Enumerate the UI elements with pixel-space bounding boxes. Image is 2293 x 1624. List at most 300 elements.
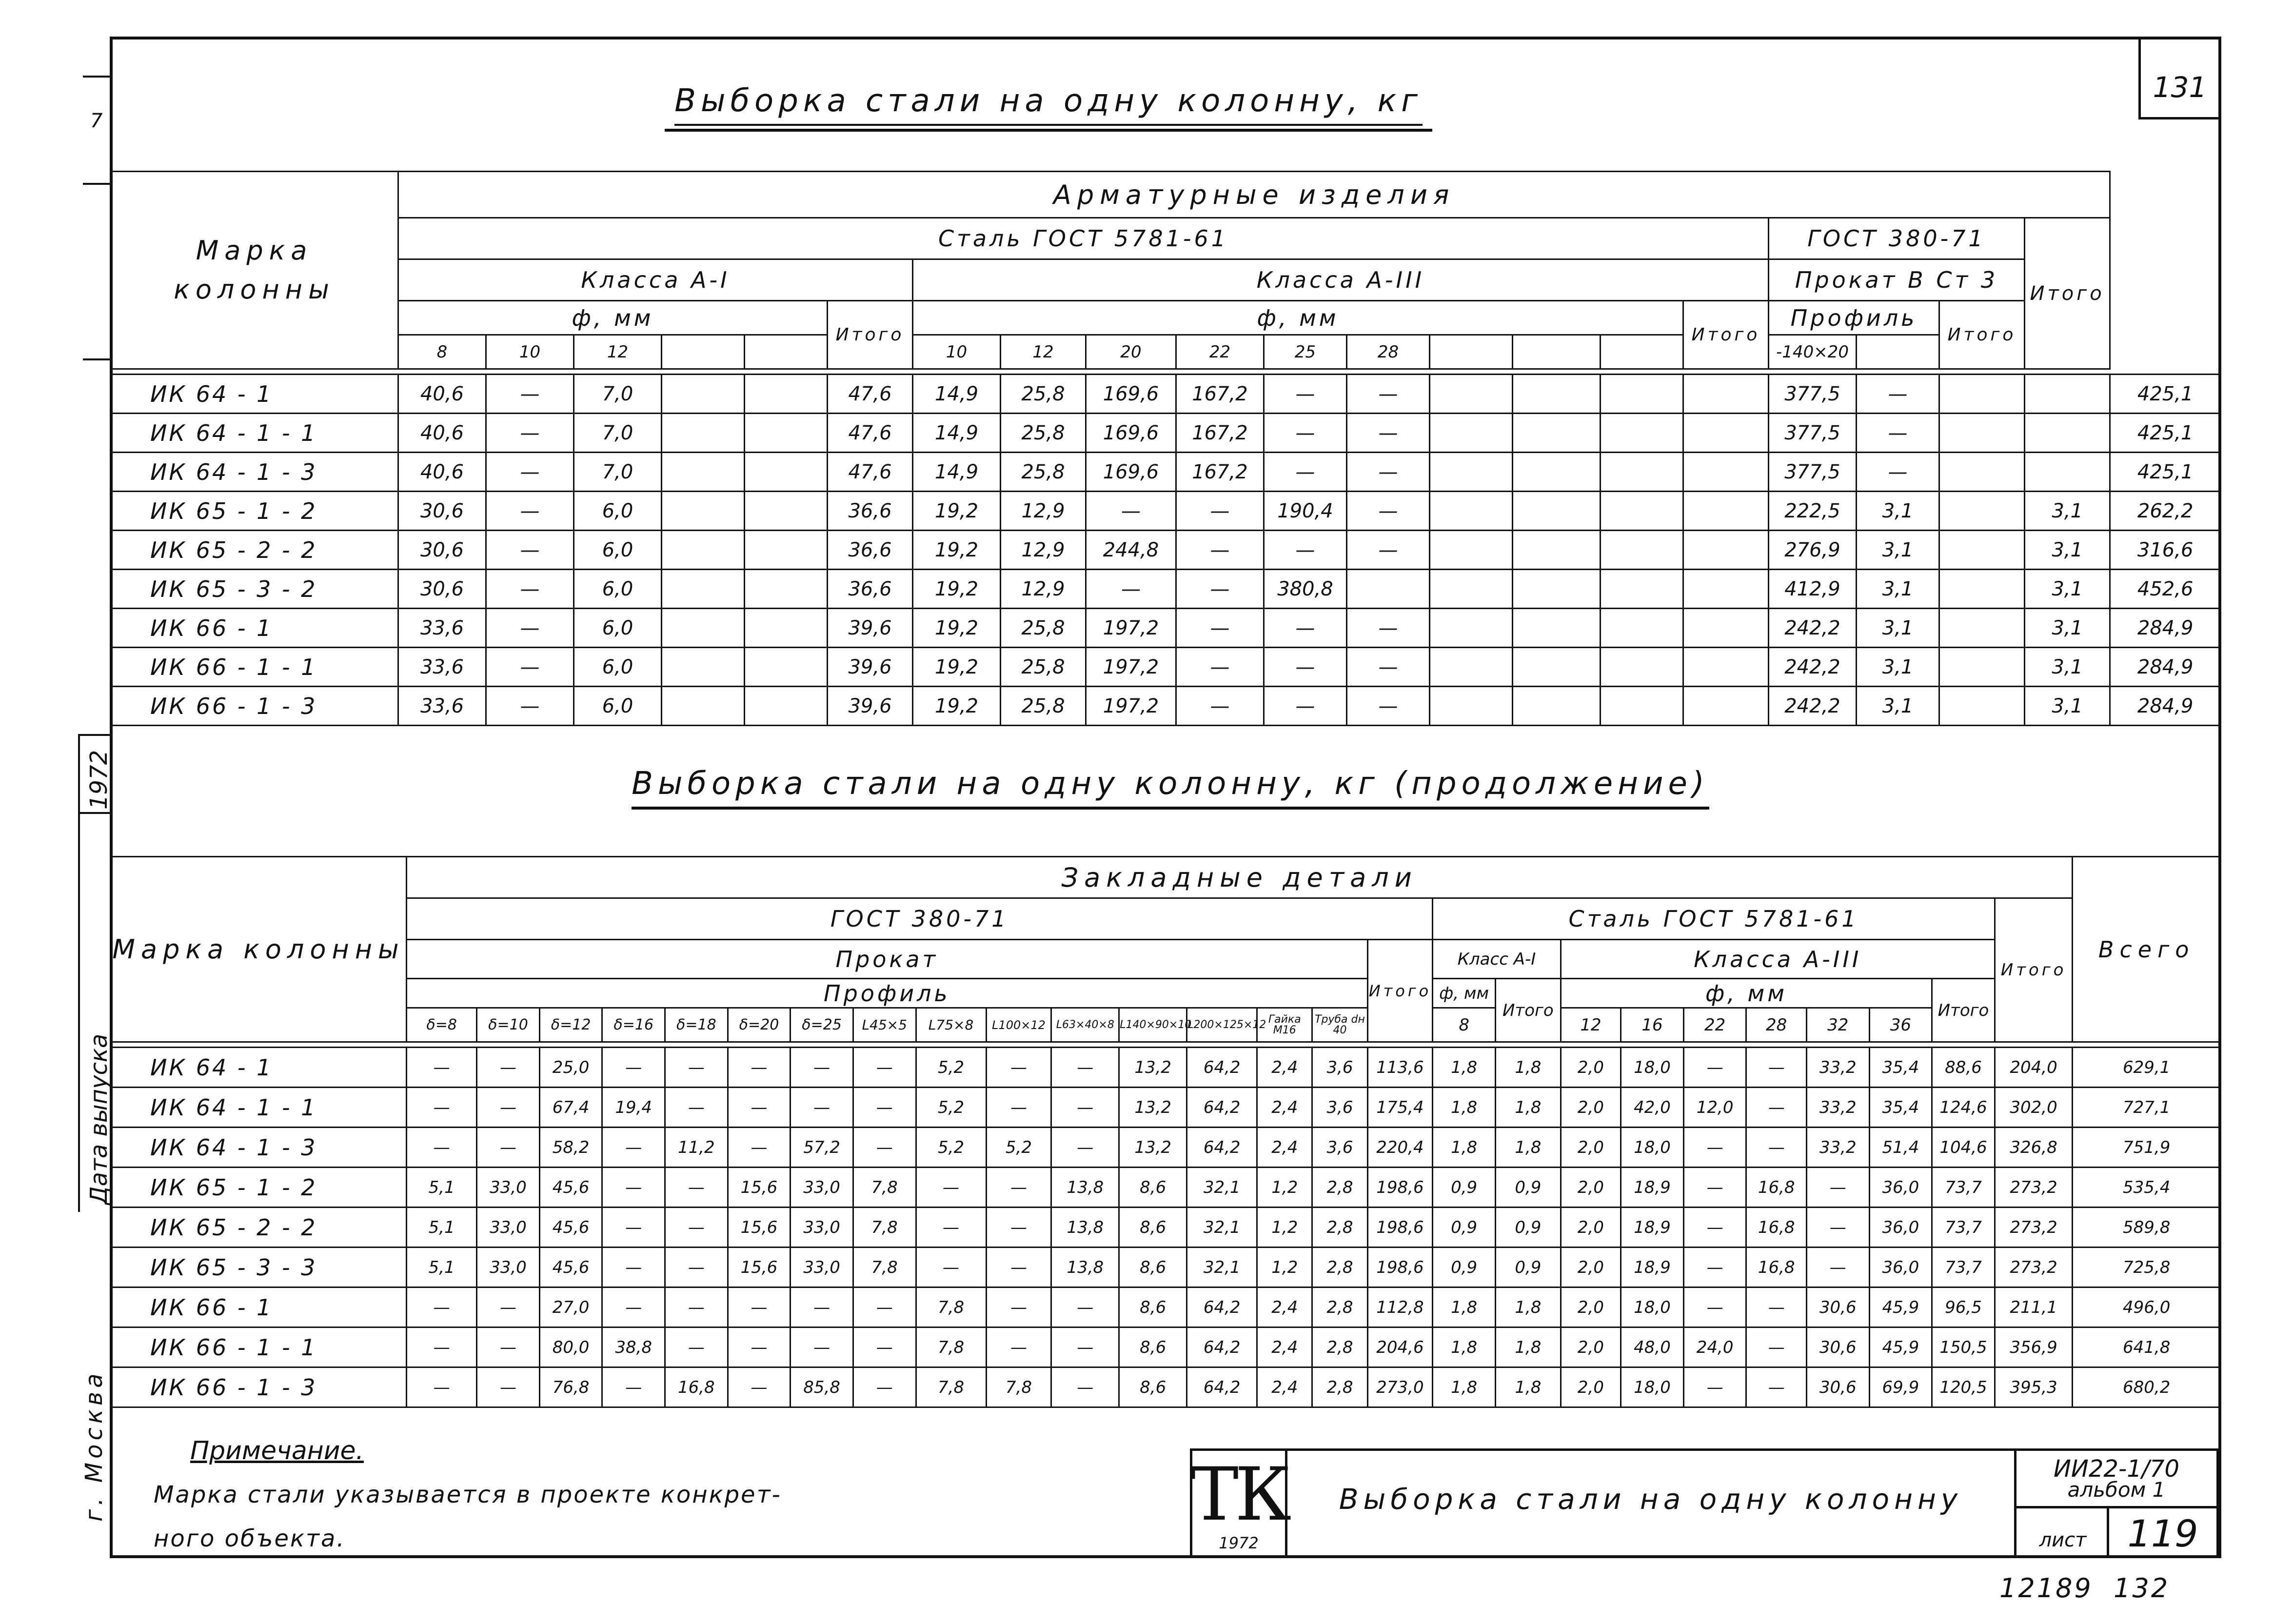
- table-cell: 1,2: [1257, 1248, 1312, 1287]
- table-cell: —: [791, 1088, 853, 1128]
- table-cell: 725,8: [2073, 1248, 2221, 1287]
- t2-profile: Гайка М16: [1257, 1008, 1312, 1042]
- left-mark-top: 7: [90, 110, 103, 132]
- table-cell: —: [986, 1048, 1051, 1088]
- empty-cell: [1513, 687, 1601, 726]
- table-cell: 96,5: [1932, 1287, 1995, 1327]
- table-cell: 73,7: [1932, 1168, 1995, 1208]
- table-cell: 16,8: [1746, 1168, 1806, 1208]
- table-cell: 2,4: [1257, 1088, 1312, 1128]
- t2-diam: 36: [1869, 1008, 1932, 1042]
- table-cell: —: [1347, 375, 1430, 414]
- table-cell: 73,7: [1932, 1248, 1995, 1287]
- table-cell: [2025, 453, 2110, 492]
- t2-header-embedded: Закладные детали: [407, 857, 2073, 898]
- table-cell: —: [1051, 1128, 1119, 1168]
- table-cell: 25,8: [1001, 609, 1086, 648]
- table-cell: —: [1264, 609, 1347, 648]
- table-cell: 1,8: [1495, 1287, 1561, 1327]
- table-cell: —: [791, 1327, 853, 1367]
- table-cell: 120,5: [1932, 1367, 1995, 1407]
- t1-diam: 10: [486, 335, 574, 369]
- table-cell: —: [1264, 453, 1347, 492]
- table-cell: —: [986, 1287, 1051, 1327]
- table-cell: —: [1347, 453, 1430, 492]
- t2-profile: L140×90×10: [1119, 1008, 1187, 1042]
- table-cell: —: [986, 1327, 1051, 1367]
- empty-cell: [1513, 492, 1601, 531]
- empty-cell: [662, 492, 745, 531]
- table-cell: 19,2: [913, 531, 1001, 570]
- table-cell: 7,8: [986, 1367, 1051, 1407]
- table-cell: 242,2: [1769, 609, 1857, 648]
- table-cell: 3,1: [2025, 531, 2110, 570]
- table-cell: 6,0: [574, 687, 662, 726]
- table-cell: 58,2: [539, 1128, 602, 1168]
- table-cell: —: [1347, 531, 1430, 570]
- table-cell: 356,9: [1995, 1327, 2073, 1367]
- table-cell: —: [1806, 1208, 1869, 1248]
- table-cell: 47,6: [828, 375, 913, 414]
- table-cell: 25,8: [1001, 453, 1086, 492]
- table-cell: 0,9: [1433, 1248, 1496, 1287]
- table-cell: 2,0: [1561, 1287, 1621, 1327]
- table-cell: —: [1347, 648, 1430, 687]
- table-cell: 47,6: [828, 414, 913, 453]
- column-mark: ИК 66 - 1 - 3: [111, 1367, 407, 1407]
- table-cell: 64,2: [1187, 1287, 1257, 1327]
- table-cell: —: [486, 531, 574, 570]
- table-cell: 36,6: [828, 492, 913, 531]
- table-cell: —: [728, 1048, 791, 1088]
- table-cell: —: [407, 1367, 477, 1407]
- table-cell: 169,6: [1086, 414, 1176, 453]
- table-cell: 13,2: [1119, 1088, 1187, 1128]
- bottom-numbers: 12189 132: [1999, 1573, 2170, 1604]
- empty-cell: [1513, 414, 1601, 453]
- table-cell: 13,2: [1119, 1128, 1187, 1168]
- table-cell: 19,2: [913, 492, 1001, 531]
- empty-cell: [1683, 531, 1769, 570]
- table-cell: 284,9: [2110, 648, 2221, 687]
- table-cell: —: [407, 1327, 477, 1367]
- empty-cell: [1939, 375, 2025, 414]
- table-cell: 276,9: [1769, 531, 1857, 570]
- table-cell: 33,0: [477, 1208, 540, 1248]
- t1-header-rolled: Прокат В Ст 3: [1769, 259, 2025, 301]
- table-cell: 2,0: [1561, 1367, 1621, 1407]
- column-mark: ИК 64 - 1 - 1: [111, 414, 398, 453]
- table-cell: 39,6: [828, 609, 913, 648]
- table-row: [111, 1367, 2221, 1407]
- table-cell: 3,1: [1857, 648, 1939, 687]
- table-row: [111, 453, 2221, 492]
- year-vertical: 1972: [85, 750, 113, 810]
- table-cell: —: [1683, 1248, 1746, 1287]
- column-mark: ИК 65 - 3 - 3: [111, 1248, 407, 1287]
- t1-header-mark: Марка колонны: [111, 172, 398, 369]
- table-cell: —: [1176, 687, 1264, 726]
- table-cell: 2,0: [1561, 1128, 1621, 1168]
- table-cell: 377,5: [1769, 414, 1857, 453]
- t2-profile: L63×40×8: [1051, 1008, 1119, 1042]
- table-cell: 57,2: [791, 1128, 853, 1168]
- table-cell: 6,0: [574, 648, 662, 687]
- table-cell: 284,9: [2110, 609, 2221, 648]
- table-cell: 18,9: [1621, 1168, 1684, 1208]
- table-cell: 19,2: [913, 609, 1001, 648]
- empty-cell: [1430, 453, 1513, 492]
- t1-header-total-a3: Итого: [1683, 301, 1769, 369]
- table-cell: —: [1347, 492, 1430, 531]
- table-cell: —: [916, 1208, 986, 1248]
- table-cell: —: [1347, 687, 1430, 726]
- table-cell: 7,8: [916, 1327, 986, 1367]
- table-cell: —: [1746, 1327, 1806, 1367]
- table-cell: —: [665, 1168, 728, 1208]
- table-cell: 727,1: [2073, 1088, 2221, 1128]
- table-cell: 1,8: [1433, 1367, 1496, 1407]
- empty-cell: [662, 648, 745, 687]
- table-cell: —: [1746, 1287, 1806, 1327]
- empty-cell: [1939, 531, 2025, 570]
- table-cell: —: [1347, 609, 1430, 648]
- table-cell: 8,6: [1119, 1248, 1187, 1287]
- t2-diam: 32: [1806, 1008, 1869, 1042]
- table-cell: 30,6: [1806, 1367, 1869, 1407]
- table-cell: 30,6: [398, 570, 486, 609]
- empty-cell: [1601, 531, 1683, 570]
- table-cell: 18,0: [1621, 1367, 1684, 1407]
- table-cell: 1,8: [1495, 1088, 1561, 1128]
- table-cell: —: [602, 1168, 665, 1208]
- table-cell: —: [986, 1088, 1051, 1128]
- table-cell: 222,5: [1769, 492, 1857, 531]
- empty-cell: [745, 375, 828, 414]
- t1-diam: 25: [1264, 335, 1347, 369]
- empty-cell: [1513, 531, 1601, 570]
- release-date-label: Дата выпуска: [85, 1033, 113, 1205]
- table-cell: —: [477, 1367, 540, 1407]
- t2-header-gost: ГОСТ 380-71: [407, 898, 1433, 940]
- t1-diam: 8: [398, 335, 486, 369]
- table-cell: —: [1264, 414, 1347, 453]
- t1-header-phi-a3: ф, мм: [913, 301, 1683, 335]
- table-cell: 19,2: [913, 687, 1001, 726]
- table-cell: 48,0: [1621, 1327, 1684, 1367]
- table-cell: 2,0: [1561, 1088, 1621, 1128]
- table-cell: 496,0: [2073, 1287, 2221, 1327]
- table-cell: 377,5: [1769, 453, 1857, 492]
- table-cell: 412,9: [1769, 570, 1857, 609]
- table-cell: 1,8: [1433, 1088, 1496, 1128]
- t1-diam: 22: [1176, 335, 1264, 369]
- table-cell: 64,2: [1187, 1128, 1257, 1168]
- left-vline: [78, 734, 80, 1212]
- table-cell: 67,4: [539, 1088, 602, 1128]
- table-cell: —: [602, 1287, 665, 1327]
- t2-header-mark: Марка колонны: [111, 857, 407, 1042]
- table-cell: 88,6: [1932, 1048, 1995, 1088]
- empty-cell: [1601, 687, 1683, 726]
- table-cell: 1,8: [1433, 1287, 1496, 1327]
- table-cell: —: [853, 1088, 916, 1128]
- table-cell: 39,6: [828, 687, 913, 726]
- table-cell: 3,1: [2025, 648, 2110, 687]
- table-row: [111, 1128, 2221, 1168]
- table-cell: 3,1: [1857, 531, 1939, 570]
- t1-diam: 12: [1001, 335, 1086, 369]
- table-cell: 5,2: [916, 1088, 986, 1128]
- table-cell: —: [1264, 375, 1347, 414]
- t2-header-class-a3: Класса А-III: [1561, 940, 1995, 979]
- t2-profile: δ=12: [539, 1008, 602, 1042]
- table-cell: 190,4: [1264, 492, 1347, 531]
- table-cell: 80,0: [539, 1327, 602, 1367]
- table-cell: 1,8: [1495, 1327, 1561, 1367]
- table-cell: 64,2: [1187, 1327, 1257, 1367]
- table-cell: 150,5: [1932, 1327, 1995, 1367]
- empty-cell: [662, 609, 745, 648]
- table-cell: —: [665, 1208, 728, 1248]
- table-cell: 15,6: [728, 1208, 791, 1248]
- table-cell: 73,7: [1932, 1208, 1995, 1248]
- table-cell: 47,6: [828, 453, 913, 492]
- table-cell: 425,1: [2110, 414, 2221, 453]
- table-row: [111, 1048, 2221, 1088]
- empty-cell: [745, 609, 828, 648]
- table-cell: 16,8: [1746, 1208, 1806, 1248]
- table-cell: 42,0: [1621, 1088, 1684, 1128]
- table-cell: 641,8: [2073, 1327, 2221, 1367]
- table-cell: 1,2: [1257, 1168, 1312, 1208]
- table-cell: —: [1806, 1168, 1869, 1208]
- table-cell: 244,8: [1086, 531, 1176, 570]
- table-cell: 169,6: [1086, 453, 1176, 492]
- table-cell: 13,8: [1051, 1248, 1119, 1287]
- table-cell: 0,9: [1495, 1208, 1561, 1248]
- table-cell: 2,4: [1257, 1048, 1312, 1088]
- empty-cell: [1430, 687, 1513, 726]
- column-mark: ИК 66 - 1 - 1: [111, 1327, 407, 1367]
- t2-profile: δ=25: [791, 1008, 853, 1042]
- t2-header-phi-a3: ф, мм: [1561, 979, 1932, 1008]
- corner-number: 131: [2153, 71, 2207, 104]
- table-cell: 6,0: [574, 609, 662, 648]
- table-cell: —: [986, 1208, 1051, 1248]
- table-row: [111, 1327, 2221, 1367]
- table-cell: 7,8: [853, 1208, 916, 1248]
- table-cell: 64,2: [1187, 1367, 1257, 1407]
- table-cell: 35,4: [1869, 1048, 1932, 1088]
- left-tick: [78, 734, 110, 736]
- note-text: [154, 1473, 782, 1561]
- table-cell: 35,4: [1869, 1088, 1932, 1128]
- table-cell: 197,2: [1086, 687, 1176, 726]
- table-cell: —: [477, 1327, 540, 1367]
- empty-cell: [1601, 453, 1683, 492]
- table-cell: —: [1176, 492, 1264, 531]
- table-cell: —: [486, 375, 574, 414]
- t1-diam: 12: [574, 335, 662, 369]
- t2-profile: L100×12: [986, 1008, 1051, 1042]
- table-cell: 76,8: [539, 1367, 602, 1407]
- table-cell: 14,9: [913, 375, 1001, 414]
- table-cell: 33,0: [477, 1248, 540, 1287]
- empty-cell: [1513, 609, 1601, 648]
- table-cell: 36,0: [1869, 1208, 1932, 1248]
- table-cell: 36,0: [1869, 1248, 1932, 1287]
- empty-cell: [1683, 492, 1769, 531]
- empty-cell: [662, 570, 745, 609]
- table-cell: —: [1347, 414, 1430, 453]
- table-cell: —: [486, 570, 574, 609]
- t2-header-total: Итого: [1367, 940, 1433, 1042]
- table-cell: 380,8: [1264, 570, 1347, 609]
- t2-profile: δ=20: [728, 1008, 791, 1042]
- table-cell: 2,8: [1312, 1367, 1367, 1407]
- table-cell: 69,9: [1869, 1367, 1932, 1407]
- table-cell: 198,6: [1367, 1168, 1433, 1208]
- table-cell: 19,2: [913, 648, 1001, 687]
- table-cell: —: [477, 1088, 540, 1128]
- empty-cell: [1939, 570, 2025, 609]
- table-cell: 284,9: [2110, 687, 2221, 726]
- table-cell: 273,2: [1995, 1208, 2073, 1248]
- table-cell: —: [1264, 648, 1347, 687]
- t1-header-steel: Сталь ГОСТ 5781-61: [398, 218, 1769, 259]
- table-cell: 0,9: [1495, 1168, 1561, 1208]
- table-cell: 36,0: [1869, 1168, 1932, 1208]
- table-cell: 104,6: [1932, 1128, 1995, 1168]
- table-cell: —: [602, 1248, 665, 1287]
- empty-cell: [662, 687, 745, 726]
- table-cell: —: [665, 1248, 728, 1287]
- table-cell: 5,2: [986, 1128, 1051, 1168]
- table-cell: 1,8: [1433, 1327, 1496, 1367]
- table-cell: —: [1264, 687, 1347, 726]
- table-cell: 18,0: [1621, 1048, 1684, 1088]
- t2-header-total-steel: Итого: [1995, 898, 2073, 1042]
- empty-cell: [1430, 609, 1513, 648]
- table-cell: 33,0: [477, 1168, 540, 1208]
- table-cell: 45,9: [1869, 1287, 1932, 1327]
- table-cell: 33,0: [791, 1208, 853, 1248]
- table-cell: 27,0: [539, 1287, 602, 1327]
- column-mark: ИК 64 - 1: [111, 1048, 407, 1088]
- table-cell: —: [1746, 1048, 1806, 1088]
- table-cell: 33,2: [1806, 1128, 1869, 1168]
- note-line: ного объекта.: [154, 1525, 346, 1552]
- table-cell: 535,4: [2073, 1168, 2221, 1208]
- stamp-title: Выборка стали на одну колонну: [1339, 1483, 1963, 1516]
- table-cell: 40,6: [398, 453, 486, 492]
- table-cell: 30,6: [1806, 1327, 1869, 1367]
- table-cell: 0,9: [1433, 1168, 1496, 1208]
- empty-cell: [1601, 648, 1683, 687]
- table-cell: —: [1051, 1327, 1119, 1367]
- table-cell: —: [486, 453, 574, 492]
- stamp-sheet-label: лист: [2039, 1529, 2087, 1551]
- table-cell: —: [1806, 1248, 1869, 1287]
- t2-profile: δ=10: [477, 1008, 540, 1042]
- column-mark: ИК 65 - 1 - 2: [111, 1168, 407, 1208]
- empty-cell: [1601, 492, 1683, 531]
- table-cell: 13,8: [1051, 1208, 1119, 1248]
- table-cell: —: [853, 1327, 916, 1367]
- empty-cell: [1683, 648, 1769, 687]
- column-mark: ИК 64 - 1: [111, 375, 398, 414]
- table-cell: —: [853, 1128, 916, 1168]
- t2-header-phi-a1: ф, мм: [1433, 979, 1496, 1008]
- table-cell: 242,2: [1769, 687, 1857, 726]
- table-cell: —: [986, 1248, 1051, 1287]
- table-cell: —: [602, 1128, 665, 1168]
- table-cell: 32,1: [1187, 1168, 1257, 1208]
- t2-header-class-a1: Класс А-I: [1433, 940, 1561, 979]
- table-cell: —: [916, 1248, 986, 1287]
- table-cell: 124,6: [1932, 1088, 1995, 1128]
- left-tick: [83, 358, 110, 360]
- empty-cell: [1939, 609, 2025, 648]
- empty-cell: [1939, 648, 2025, 687]
- note-line: Марка стали указывается в проекте конкрет-: [154, 1481, 782, 1508]
- table-cell: 6,0: [574, 570, 662, 609]
- table-cell: 2,0: [1561, 1248, 1621, 1287]
- t2-diam: 16: [1621, 1008, 1684, 1042]
- table-cell: 45,6: [539, 1168, 602, 1208]
- table-cell: 1,8: [1433, 1128, 1496, 1168]
- table-cell: 197,2: [1086, 648, 1176, 687]
- table-row: [111, 375, 2221, 414]
- table-cell: 2,0: [1561, 1327, 1621, 1367]
- note-title: Примечание.: [190, 1436, 364, 1466]
- empty-cell: [1683, 453, 1769, 492]
- empty-cell: [662, 531, 745, 570]
- table-row: [111, 1248, 2221, 1287]
- t1-header-profile: Профиль: [1769, 301, 1939, 335]
- table-cell: 11,2: [665, 1128, 728, 1168]
- empty-cell: [1430, 414, 1513, 453]
- t1-diam: 20: [1086, 335, 1176, 369]
- empty-cell: [1939, 453, 2025, 492]
- table-cell: 3,1: [2025, 570, 2110, 609]
- table-cell: —: [477, 1287, 540, 1327]
- table-cell: 1,2: [1257, 1208, 1312, 1248]
- table-cell: —: [728, 1128, 791, 1168]
- table-cell: —: [602, 1048, 665, 1088]
- table-cell: 5,1: [407, 1248, 477, 1287]
- empty-cell: [1683, 609, 1769, 648]
- table-cell: 18,9: [1621, 1208, 1684, 1248]
- column-mark: ИК 66 - 1 - 3: [111, 687, 398, 726]
- table-cell: —: [477, 1128, 540, 1168]
- table-cell: 0,9: [1433, 1208, 1496, 1248]
- table-cell: 30,6: [398, 531, 486, 570]
- table-cell: 2,0: [1561, 1168, 1621, 1208]
- table-row: [111, 414, 2221, 453]
- table-cell: 15,6: [728, 1248, 791, 1287]
- table-cell: —: [1086, 492, 1176, 531]
- t1-header-class-a1: Класса А-I: [398, 259, 913, 301]
- table-cell: —: [1857, 375, 1939, 414]
- table-cell: 30,6: [398, 492, 486, 531]
- table-cell: —: [1264, 531, 1347, 570]
- table-cell: —: [407, 1048, 477, 1088]
- table-cell: 220,4: [1367, 1128, 1433, 1168]
- empty-cell: [1513, 453, 1601, 492]
- table-cell: —: [486, 687, 574, 726]
